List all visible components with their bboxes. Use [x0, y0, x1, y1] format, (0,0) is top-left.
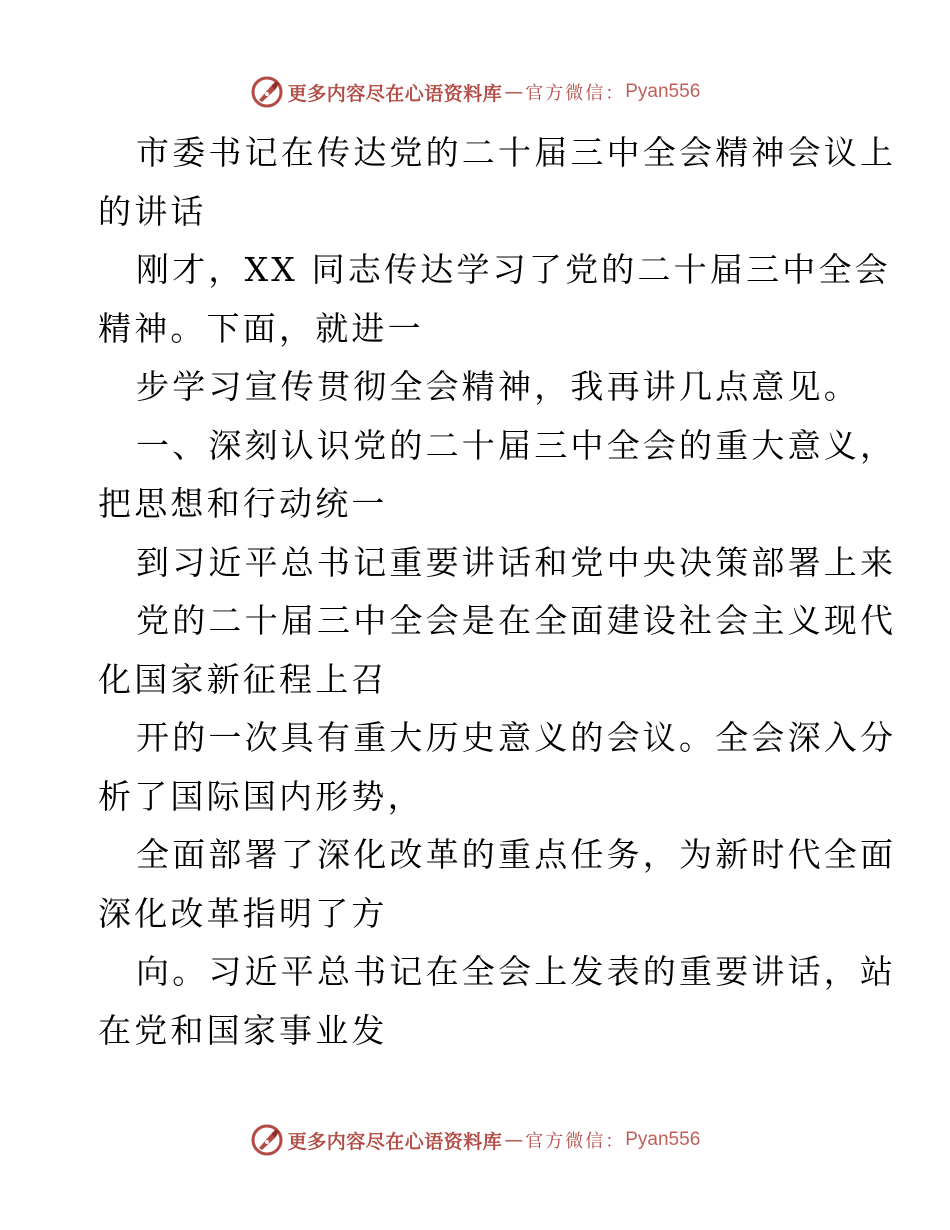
document-title-line-1: 市委书记在传达党的二十届三中全会精神会议上: [136, 133, 897, 172]
section-heading-line: 到习近平总书记重要讲话和党中央决策部署上来: [136, 542, 897, 582]
footer-banner: [0, 1120, 950, 1160]
document-title-line-2: 的讲话: [98, 191, 207, 231]
section-heading-line: 一、深刻认识党的二十届三中全会的重大意义，: [136, 425, 897, 465]
paragraph-line: 精神。下面，就进一: [98, 308, 424, 348]
banner-wechat-label: 官方微信：: [525, 1131, 626, 1152]
banner-brand-text: 更多内容尽在心语资料库: [287, 1130, 503, 1153]
paragraph-line: 全面部署了深化改革的重点任务，为新时代全面: [136, 835, 897, 874]
paragraph-line: 深化改革指明了方: [98, 893, 388, 933]
document-body: [98, 124, 897, 1060]
paragraph-line: 在党和国家事业发: [98, 1010, 388, 1050]
banner-wechat-label: 官方微信：: [525, 83, 626, 104]
banner-separator: —: [504, 1129, 524, 1151]
paragraph-line: 开的一次具有重大历史意义的会议。全会深入分: [136, 718, 897, 757]
paragraph-line: 化国家新征程上召: [98, 659, 388, 699]
banner-separator: —: [504, 81, 524, 103]
paragraph-line: 步学习宣传贯彻全会精神，我再讲几点意见。: [136, 367, 860, 406]
paragraph-line: 刚才，XX 同志传达学习了党的二十届三中全会: [136, 250, 891, 289]
pen-nib-logo-icon: [250, 75, 284, 109]
banner-brand-text: 更多内容尽在心语资料库: [287, 82, 503, 105]
paragraph-line: 党的二十届三中全会是在全面建设社会主义现代: [136, 601, 897, 640]
section-heading-line: 把思想和行动统一: [98, 484, 388, 523]
banner-wechat-account: Pyan556: [625, 81, 701, 102]
header-banner: [0, 72, 950, 112]
paragraph-line: 向。习近平总书记在全会上发表的重要讲话，站: [136, 952, 897, 991]
pen-nib-logo-icon: [250, 1123, 284, 1157]
banner-wechat-account: Pyan556: [625, 1129, 701, 1150]
paragraph-line: 析了国际国内形势，: [98, 776, 424, 816]
